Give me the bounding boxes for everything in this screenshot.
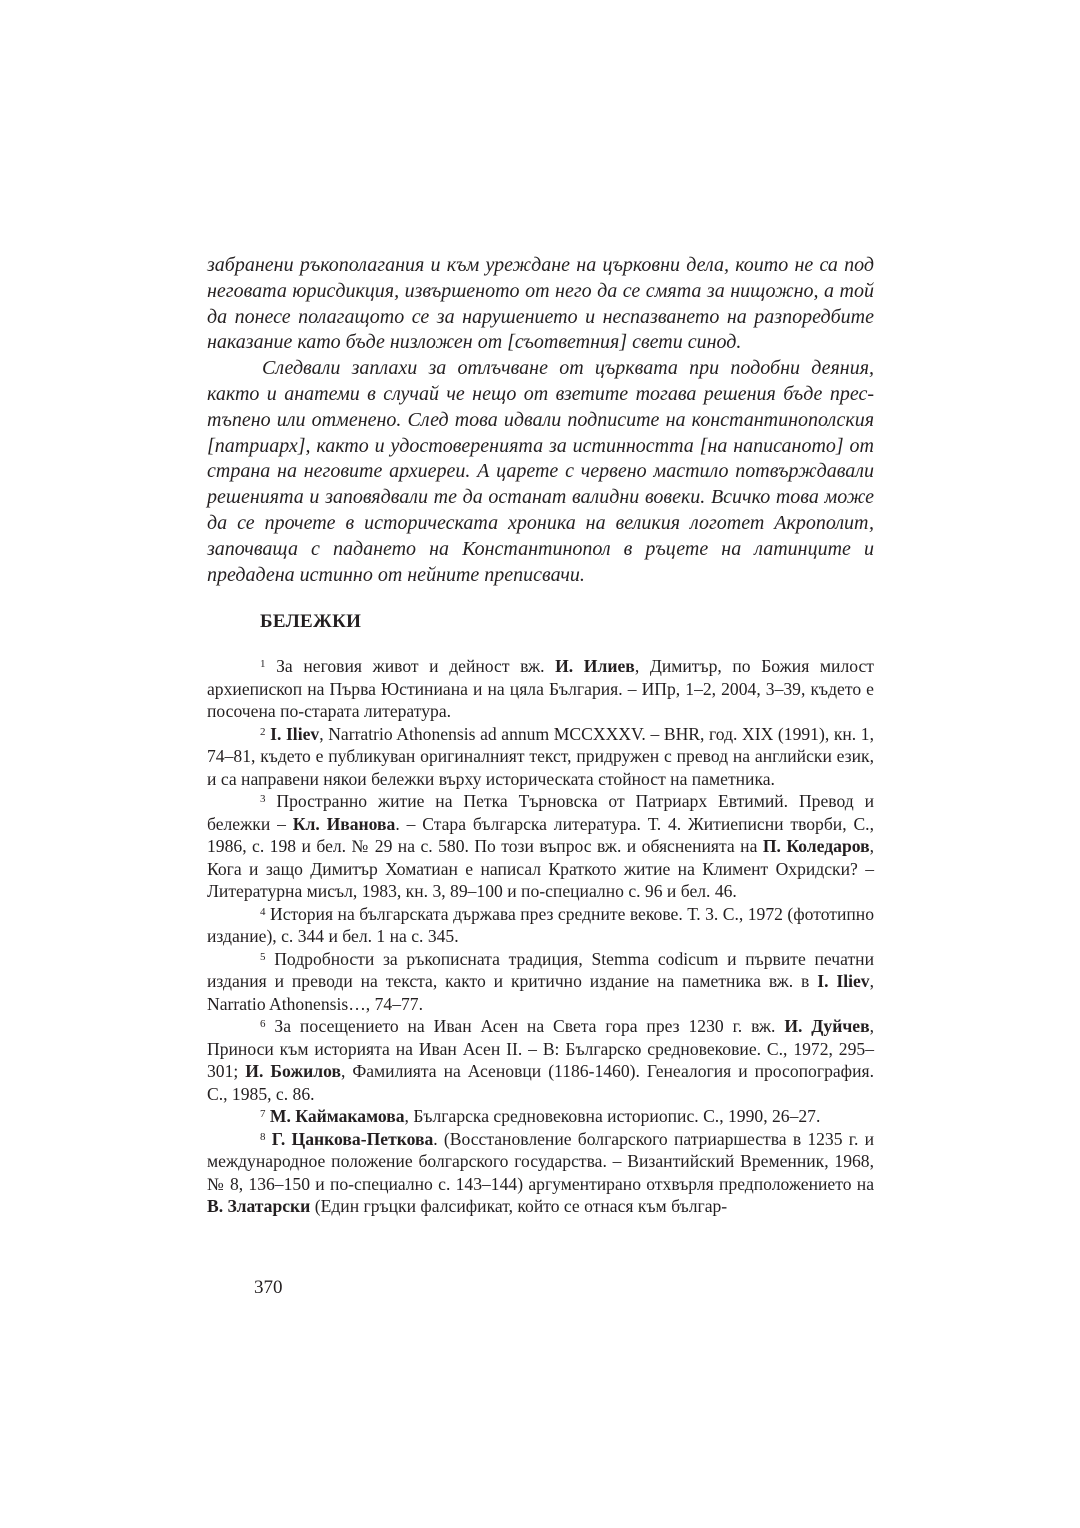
body-paragraph-2: Следвали заплахи за отлъчване от църквата при подобни деяния, както и анатеми в случай че нещо от взетите тогава решения бъде престъпено или отменено. След това идвали подписите на константинополския [патриарх], както и удостоверенията за истинността [на написаното] от страна на неговите архиереи. А царете с червено мастило потвърждавали решенията и заповядвали те да останат валидни вовеки. Всичко това може да се прочете в историческата хроника на великия логотет Акрополит, започваща с падането на Константинопол в ръцете на латинците и предадена истинно от нейните преписвачи.	[207, 357, 874, 586]
note-text: , Димитър, по Божия милост архиепископ на Първа Юстиниана и на цяла България. – ИПр, 1–2, 2004, 3–39, където е посочена по-старата литература.	[207, 656, 874, 721]
note-text: За неговия живот и дейност вж.	[276, 656, 556, 676]
notes-section	[207, 655, 874, 1218]
footnote-2	[207, 723, 874, 791]
note-text: , Фамилията на Асеновци (1186-1460). Генеалогия и просопография. С., 1985, с. 86.	[207, 1061, 874, 1104]
author-name: И. Илиев	[555, 656, 635, 676]
page-number: 370	[254, 1277, 283, 1298]
footnote-number: 5	[260, 950, 266, 963]
body-paragraph-1: забранени ръкополагания и към уреждане на църковни дела, които не са под неговата юрисдикция, извършеното от него да се смята за нищожно, а той да понесе полагащото се за нарушението и неспазването на разпоредбите наказание като бъде низложен от [съответния] свети синод.	[207, 254, 874, 354]
author-name: В. Златарски	[207, 1196, 311, 1216]
author-name: I. Iliev	[817, 971, 870, 991]
footnote-number: 3	[260, 793, 266, 805]
note-text: , Българска средновековна историопис. С., 1990, 26–27.	[404, 1106, 821, 1126]
footnote-6	[207, 1015, 874, 1105]
author-name: М. Каймакамова	[269, 1106, 405, 1126]
author-name: П. Коледаров	[762, 836, 870, 856]
note-text: Пространно житие на Петка Търновска от Патриарх Евтимий. Превод и бележки –	[207, 791, 874, 834]
note-text: , Кога и защо Димитър Хоматиан е написал Краткото житие на Климент Охридски? – Литературна мисъл, 1983, кн. 3, 89–100 и по-специално с. 96 и бел. 46.	[207, 836, 875, 901]
note-text: За посещението на Иван Асен на Света гора през 1230 г. вж.	[274, 1016, 785, 1036]
footnote-number: 8	[260, 1130, 266, 1143]
note-text: , Narratio Athonensis…, 74–77.	[207, 971, 874, 1014]
footnote-7	[207, 1105, 874, 1128]
footnote-5	[207, 948, 874, 1016]
note-text: Подробности за ръкописната традиция, Stemma codicum и първите печатни издания и преводи на текста, както и критично издание на паметника вж. в	[207, 948, 874, 991]
author-name: Кл. Иванова	[292, 813, 396, 834]
footnote-number: 4	[260, 905, 266, 918]
note-text: , Приноси към историята на Иван Асен II. – В: Българско средновековие. С., 1972, 295–301;	[207, 1016, 874, 1081]
note-text: . (Восстановление болгарского патриаршества в 1235 г. и международное положение болгарского государства. – Византийский Временник, 1968, № 8, 136–150 и по-специално с. 143–144) аргументирано отхвърля предположението на	[207, 1128, 874, 1194]
footnote-1	[207, 655, 874, 723]
footnote-3	[207, 790, 874, 903]
note-text: (Един гръцки фалсификат, който се отнася към българ-	[310, 1196, 728, 1216]
note-text: . – Стара българска литература. Т. 4. Житиеписни творби, С., 1986, с. 198 и бел. № 29 на с. 580. По този въпрос вж. и обясненията на	[207, 813, 874, 856]
notes-heading: БЕЛЕЖКИ	[260, 611, 362, 632]
footnote-8	[207, 1128, 874, 1218]
footnote-4	[207, 903, 874, 948]
footnote-number: 6	[260, 1018, 266, 1030]
note-text: История на българската държава през средните векове. Т. 3. С., 1972 (фототипно издание), с. 344 и бел. 1 на с. 345.	[207, 903, 874, 946]
footnote-number: 7	[260, 1108, 266, 1120]
footnote-number: 1	[260, 658, 266, 670]
author-name: И. Божилов	[245, 1061, 341, 1081]
main-text	[207, 253, 874, 588]
note-text: , Narratrio Athonensis ad annum MCCXXXV. – BHR, год. XIX (1991), кн. 1, 74–81, където е публикуван оригиналният текст, придружен с превод на английски език, и са направени някои бележки върху историческата стойност на паметника.	[207, 723, 874, 789]
footnote-number: 2	[260, 725, 266, 738]
author-name: Г. Цанкова-Петкова	[271, 1128, 434, 1149]
author-name: И. Дуйчев	[784, 1016, 870, 1036]
author-name: I. Iliev	[270, 723, 320, 744]
